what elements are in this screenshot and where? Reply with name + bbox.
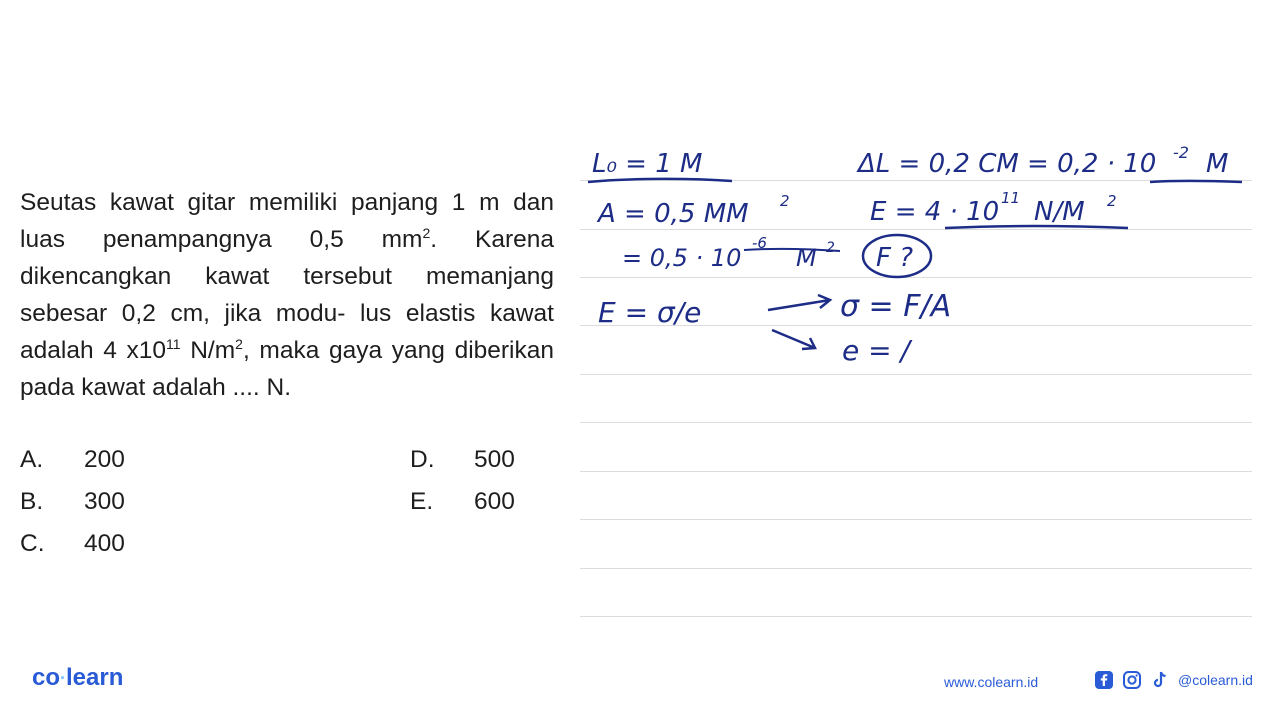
given-area	[596, 192, 790, 229]
option-value: 200	[84, 446, 125, 473]
modulus-formula: E = σ/e	[598, 296, 702, 329]
given-modulus	[870, 189, 1128, 228]
facebook-icon[interactable]	[1094, 670, 1114, 690]
given-dl	[856, 143, 1242, 182]
option-value: 400	[84, 530, 125, 557]
logo-part-right: learn	[66, 664, 124, 691]
question-part-4: , maka gaya yang diberikan pada kawat adalah .... N.	[20, 337, 554, 401]
force-question-text: F ?	[876, 243, 914, 273]
dl-text: ΔL = 0,2 CM = 0,2 · 10	[858, 149, 1157, 179]
question-part-2: . Karena dikencangkan kawat tersebut memanjang sebesar 0,2 cm, jika modu- lus elastis kawat adalah 4 x10	[20, 226, 554, 364]
area-converted-unit: M	[796, 244, 817, 272]
website-link[interactable]: www.colearn.id	[944, 674, 1039, 690]
underline	[588, 179, 732, 182]
modulus-text: E = 4 · 10	[870, 197, 1000, 227]
l0-text: L₀ = 1 M	[592, 149, 703, 179]
option-label: D.	[410, 446, 435, 473]
question-part-3: N/m	[180, 337, 236, 364]
logo-dot: ·	[60, 668, 67, 689]
colearn-logo	[32, 664, 123, 692]
area-converted-unit-exponent: 2	[826, 240, 835, 256]
superscript: 11	[166, 335, 181, 352]
superscript: 2	[422, 224, 431, 241]
option-value: 500	[474, 446, 515, 473]
force-unknown	[863, 235, 931, 277]
arrow-line	[772, 330, 815, 348]
question-part-1: Seutas kawat gitar memiliki panjang 1 m dan luas penampangnya 0,5 mm	[20, 189, 554, 253]
tiktok-icon[interactable]	[1150, 670, 1170, 690]
area-converted	[622, 234, 840, 272]
area-converted-exponent: -6	[752, 234, 767, 252]
dl-exponent: -2	[1173, 143, 1189, 162]
option-value: 300	[84, 488, 125, 515]
stress-formula: σ = F/A	[840, 289, 952, 324]
area-exponent: 2	[780, 192, 790, 210]
formula-stress-strain	[598, 289, 951, 367]
modulus-unit-exponent: 2	[1107, 192, 1117, 210]
superscript: 2	[235, 335, 243, 352]
underline	[945, 226, 1128, 228]
modulus-exponent: 11	[1001, 189, 1021, 207]
option-value: 600	[474, 488, 515, 515]
logo-part-left: co	[32, 664, 61, 691]
area-text: A = 0,5 MM	[598, 199, 749, 229]
option-label: E.	[410, 488, 434, 515]
option-label: C.	[20, 530, 45, 557]
strain-formula: e = /	[842, 334, 910, 367]
underline	[1150, 181, 1242, 182]
social-links	[1094, 668, 1253, 692]
option-label: B.	[20, 488, 44, 515]
modulus-unit: N/M	[1034, 197, 1085, 227]
area-converted-text: = 0,5 · 10	[622, 244, 742, 272]
dl-unit: M	[1206, 149, 1229, 179]
instagram-icon[interactable]	[1122, 670, 1142, 690]
option-label: A.	[20, 446, 44, 473]
given-l0	[588, 149, 732, 182]
social-handle[interactable]: @colearn.id	[1178, 672, 1253, 688]
